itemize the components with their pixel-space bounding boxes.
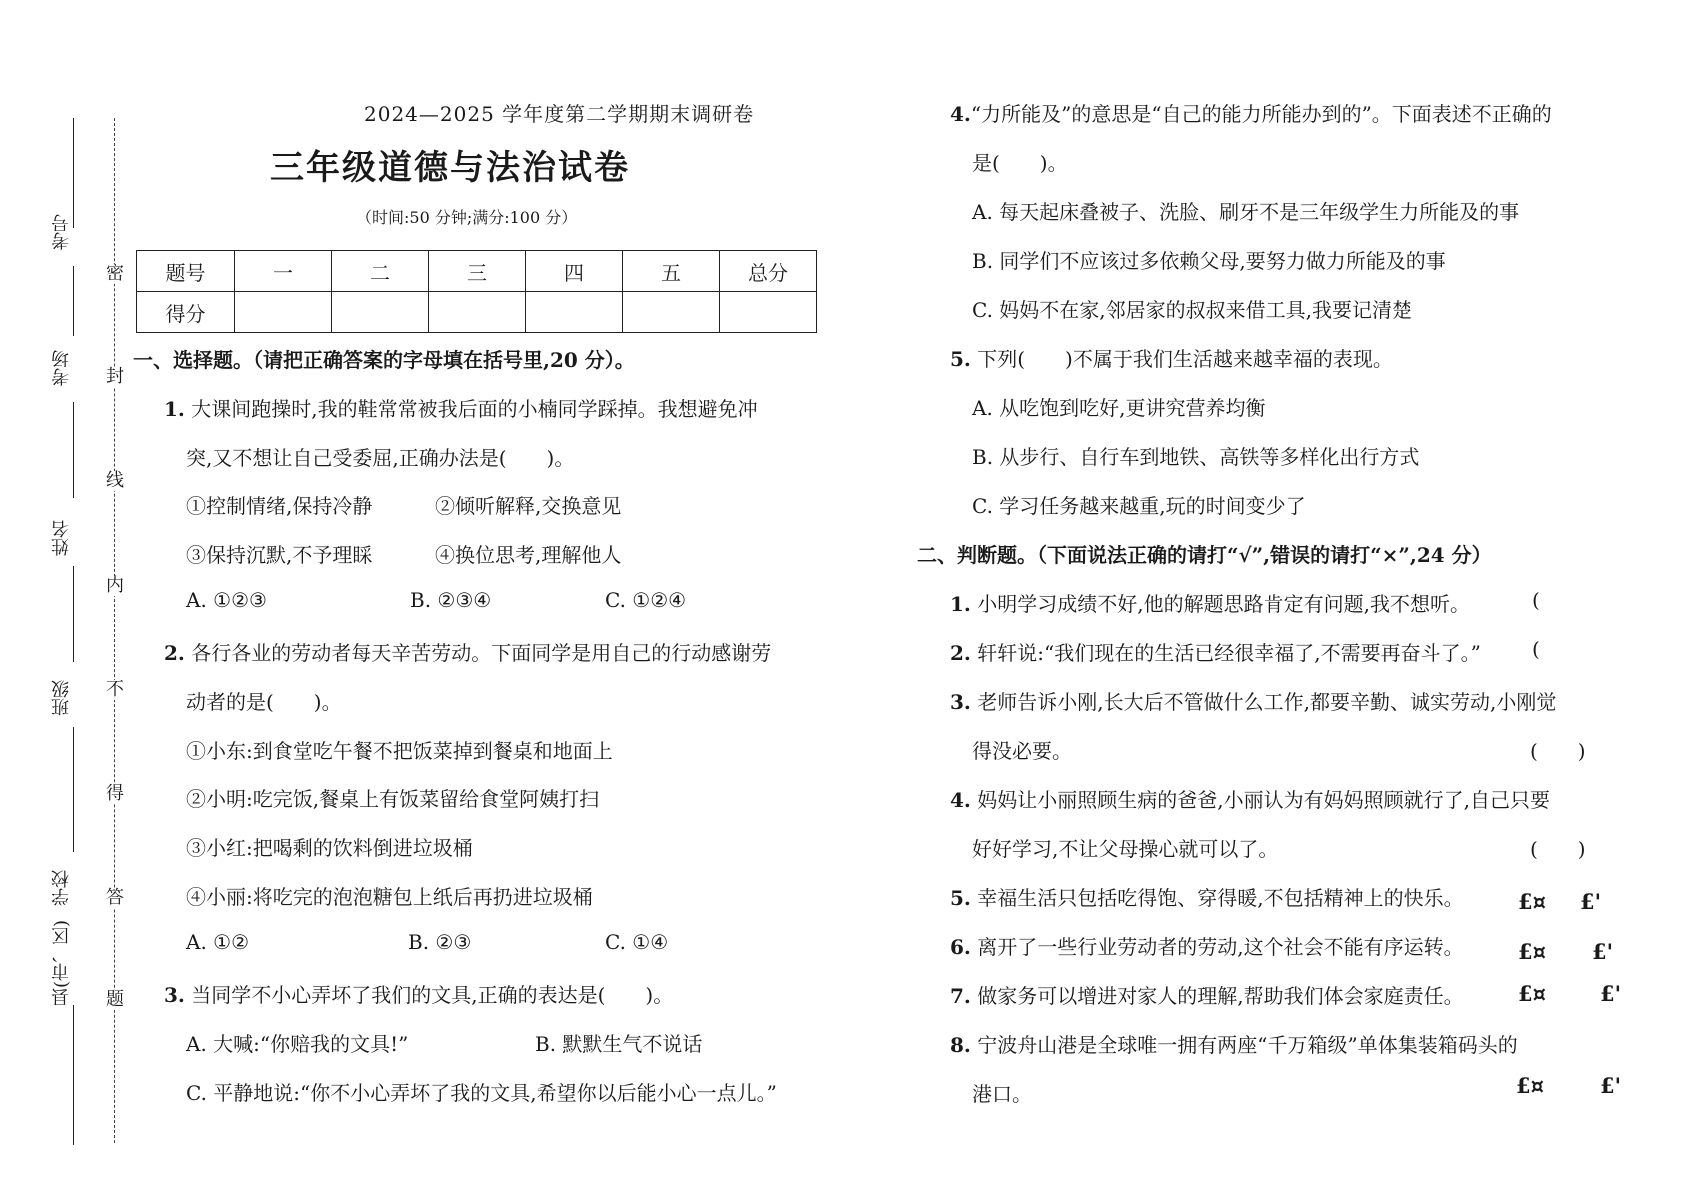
score-input-cell[interactable] — [526, 292, 623, 333]
answer-bracket-glyph[interactable]: £¤ — [1518, 939, 1546, 964]
margin-rule — [73, 118, 74, 228]
margin-label-class: 班级 — [51, 680, 72, 716]
q1-option-b[interactable]: B. ②③④ — [410, 588, 492, 612]
score-input-cell[interactable] — [332, 292, 429, 333]
score-table-header-row — [137, 251, 817, 292]
question-number: 1. — [950, 592, 971, 616]
judge-item-4 — [950, 784, 1550, 813]
question-1-line2: 突,又不想让自己受委屈,正确办法是( )。 — [186, 446, 575, 470]
judge-item-4-line2: 好好学习,不让父母操心就可以了。 — [972, 837, 1279, 861]
answer-bracket-glyph[interactable]: £¤ — [1518, 889, 1546, 914]
margin-rule — [73, 266, 74, 336]
score-cell: 总分 — [720, 251, 817, 292]
q2-item: ④小丽:将吃完的泡泡糖包上纸后再扔进垃圾桶 — [186, 885, 593, 909]
score-cell: 五 — [623, 251, 720, 292]
question-number: 7. — [950, 984, 971, 1008]
question-2-line2: 动者的是( )。 — [186, 690, 342, 714]
exam-title: 三年级道德与法治试卷 — [270, 148, 630, 188]
score-table-score-row — [137, 292, 817, 333]
question-3-line1 — [164, 979, 673, 1008]
question-number: 1. — [164, 397, 185, 421]
q3-option-c[interactable]: C. 平静地说:“你不小心弄坏了我的文具,希望你以后能小心一点儿。” — [186, 1081, 777, 1105]
question-text: 各行各业的劳动者每天辛苦劳动。下面同学是用自己的行动感谢劳 — [191, 641, 772, 665]
seal-char: 内 — [106, 575, 124, 596]
question-4-line1 — [950, 98, 1552, 127]
exam-subtitle: 2024—2025 学年度第二学期期末调研卷 — [364, 102, 755, 126]
question-text: 妈妈让小丽照顾生病的爸爸,小丽认为有妈妈照顾就行了,自己只要 — [977, 788, 1550, 812]
q5-option-b[interactable]: B. 从步行、自行车到地铁、高铁等多样化出行方式 — [972, 445, 1420, 469]
score-cell: 一 — [235, 251, 332, 292]
q5-option-c[interactable]: C. 学习任务越来越重,玩的时间变少了 — [972, 494, 1306, 518]
question-text: 当同学不小心弄坏了我们的文具,正确的表达是( )。 — [191, 983, 674, 1007]
q3-option-b[interactable]: B. 默默生气不说话 — [535, 1032, 703, 1056]
margin-label-exam-number: 考号 — [51, 214, 72, 250]
score-cell: 得分 — [137, 292, 235, 333]
question-text: 做家务可以增进对家人的理解,帮助我们体会家庭责任。 — [977, 984, 1464, 1008]
seal-char: 线 — [106, 470, 124, 491]
margin-label-county: 县(市、区) — [51, 920, 72, 1007]
q4-option-b[interactable]: B. 同学们不应该过多依赖父母,要努力做力所能及的事 — [972, 249, 1446, 273]
q2-item: ②小明:吃完饭,餐桌上有饭菜留给食堂阿姨打扫 — [186, 787, 600, 811]
question-number: 4. — [950, 788, 971, 812]
answer-bracket-glyph[interactable]: £' — [1592, 939, 1614, 964]
answer-bracket-glyph[interactable]: £¤ — [1518, 981, 1546, 1006]
q2-option-b[interactable]: B. ②③ — [408, 930, 472, 954]
seal-char: 答 — [106, 887, 124, 908]
question-text: 小明学习成绩不好,他的解题思路肯定有问题,我不想听。 — [977, 592, 1470, 616]
q1-item: ②倾听解释,交换意见 — [435, 494, 622, 518]
exam-time-info: （时间:50 分钟;满分:100 分） — [356, 208, 578, 227]
answer-bracket-glyph[interactable]: £¤ — [1516, 1073, 1544, 1098]
question-4-line2: 是( )。 — [972, 151, 1068, 175]
seal-char: 得 — [106, 783, 124, 804]
q1-item: ①控制情绪,保持冷静 — [186, 494, 373, 518]
q2-item: ③小红:把喝剩的饮料倒进垃圾桶 — [186, 836, 473, 860]
score-cell: 四 — [526, 251, 623, 292]
question-text: “力所能及”的意思是“自己的能力所能办到的”。下面表述不正确的 — [970, 102, 1552, 126]
q5-option-a[interactable]: A. 从吃饱到吃好,更讲究营养均衡 — [972, 396, 1266, 420]
answer-bracket[interactable]: ( ) — [1530, 837, 1586, 861]
score-cell: 二 — [332, 251, 429, 292]
score-cell: 题号 — [137, 251, 235, 292]
score-input-cell[interactable] — [235, 292, 332, 333]
margin-label-name: 姓名 — [51, 520, 72, 556]
seal-char: 封 — [106, 366, 124, 387]
question-text: 幸福生活只包括吃得饱、穿得暖,不包括精神上的快乐。 — [977, 886, 1464, 910]
seal-char: 不 — [106, 679, 124, 700]
margin-label-school: 学校 — [51, 870, 72, 906]
answer-bracket-glyph[interactable]: £' — [1580, 889, 1602, 914]
judge-item-6 — [950, 931, 1464, 960]
answer-bracket[interactable]: ( — [1532, 588, 1540, 612]
question-number: 4. — [950, 102, 971, 126]
question-text: 离开了一些行业劳动者的劳动,这个社会不能有序运转。 — [977, 935, 1464, 959]
answer-bracket-glyph[interactable]: £' — [1600, 1073, 1622, 1098]
q1-option-a[interactable]: A. ①②③ — [186, 588, 267, 612]
question-text: 大课间跑操时,我的鞋常常被我后面的小楠同学踩掉。我想避免冲 — [191, 397, 758, 421]
judge-item-7 — [950, 980, 1464, 1009]
answer-bracket[interactable]: ( — [1532, 637, 1540, 661]
judge-item-3-line2: 得没必要。 — [972, 739, 1072, 763]
question-2-line1 — [164, 637, 771, 666]
answer-bracket-glyph[interactable]: £' — [1600, 981, 1622, 1006]
question-number: 5. — [950, 347, 971, 371]
section1-heading: 一、选择题。（请把正确答案的字母填在括号里,20 分）。 — [133, 348, 635, 372]
q3-option-a[interactable]: A. 大喊:“你赔我的文具!” — [186, 1032, 409, 1056]
seal-char: 题 — [106, 989, 124, 1010]
question-text: 宁波舟山港是全球唯一拥有两座“千万箱级”单体集装箱码头的 — [977, 1033, 1518, 1057]
answer-bracket[interactable]: ( ) — [1530, 739, 1586, 763]
judge-item-2 — [950, 637, 1481, 666]
section2-heading: 二、判断题。（下面说法正确的请打“√”,错误的请打“×”,24 分） — [917, 543, 1492, 567]
question-number: 6. — [950, 935, 971, 959]
q1-option-c[interactable]: C. ①②④ — [605, 588, 687, 612]
score-table — [136, 250, 817, 333]
margin-rule — [73, 402, 74, 498]
margin-rule — [73, 1005, 74, 1145]
margin-rule — [73, 727, 74, 852]
score-input-cell[interactable] — [623, 292, 720, 333]
margin-rule — [73, 566, 74, 662]
question-number: 3. — [164, 983, 185, 1007]
question-text: 轩轩说:“我们现在的生活已经很幸福了,不需要再奋斗了。” — [977, 641, 1481, 665]
q4-option-c[interactable]: C. 妈妈不在家,邻居家的叔叔来借工具,我要记清楚 — [972, 298, 1413, 322]
seal-char: 密 — [106, 263, 124, 284]
judge-item-3 — [950, 686, 1556, 715]
q1-item: ④换位思考,理解他人 — [435, 543, 622, 567]
judge-item-8 — [950, 1029, 1518, 1058]
question-5-line1 — [950, 343, 1393, 372]
q2-item: ①小东:到食堂吃午餐不把饭菜掉到餐桌和地面上 — [186, 739, 613, 763]
question-number: 3. — [950, 690, 971, 714]
q4-option-a[interactable]: A. 每天起床叠被子、洗脸、刷牙不是三年级学生力所能及的事 — [972, 200, 1520, 224]
score-input-cell[interactable] — [429, 292, 526, 333]
question-text: 老师告诉小刚,长大后不管做什么工作,都要辛勤、诚实劳动,小刚觉 — [977, 690, 1557, 714]
q2-option-a[interactable]: A. ①② — [186, 930, 250, 954]
judge-item-8-line2: 港口。 — [972, 1082, 1032, 1106]
q2-option-c[interactable]: C. ①④ — [605, 930, 669, 954]
question-number: 5. — [950, 886, 971, 910]
q1-item: ③保持沉默,不予理睬 — [186, 543, 373, 567]
question-number: 2. — [164, 641, 185, 665]
margin-label-exam-room: 考场 — [51, 350, 72, 386]
question-number: 2. — [950, 641, 971, 665]
question-number: 8. — [950, 1033, 971, 1057]
question-text: 下列( )不属于我们生活越来越幸福的表现。 — [977, 347, 1393, 371]
question-1-line1 — [164, 393, 758, 422]
score-cell: 三 — [429, 251, 526, 292]
score-input-cell[interactable] — [720, 292, 817, 333]
judge-item-5 — [950, 882, 1464, 911]
judge-item-1 — [950, 588, 1470, 617]
